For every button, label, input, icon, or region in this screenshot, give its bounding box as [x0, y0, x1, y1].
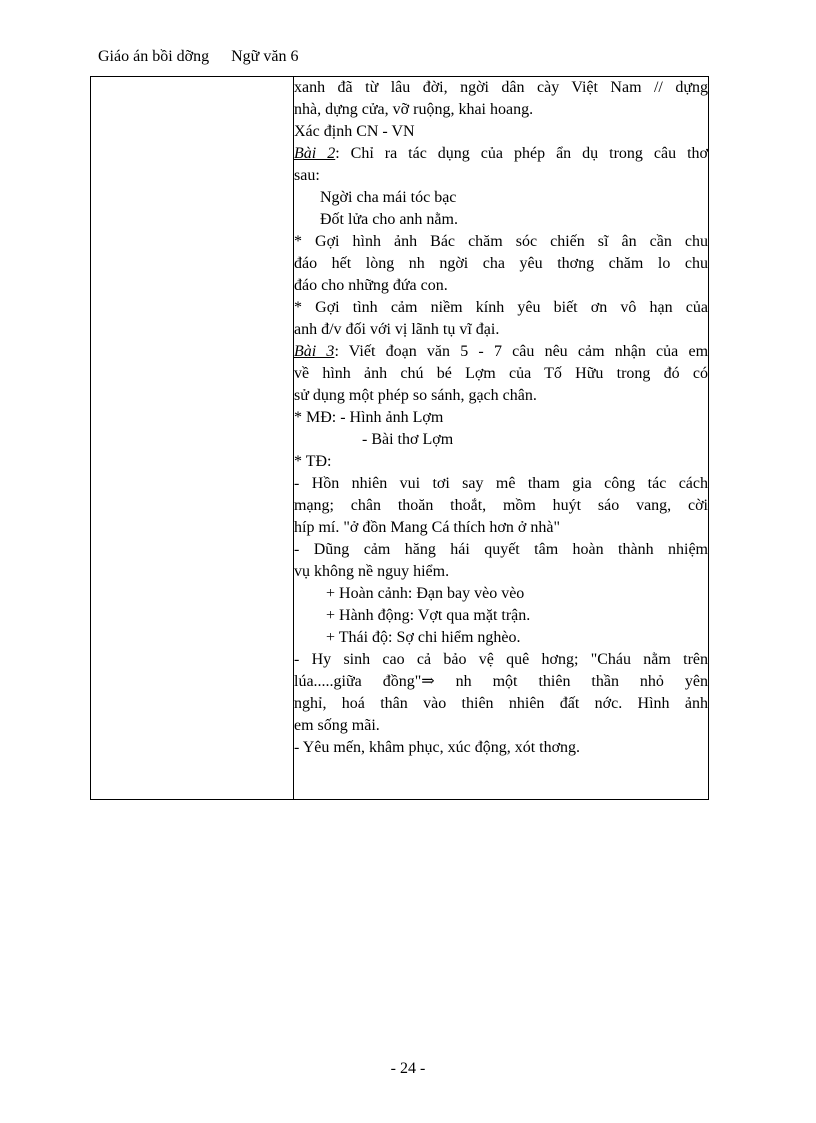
text-line: * TĐ:	[294, 453, 332, 470]
list-item: + Thái độ: Sợ chi hiểm nghèo.	[326, 629, 521, 646]
list-item: + Hoàn cảnh: Đạn bay vèo vèo	[326, 585, 525, 602]
exercise-2-prompt: : Chỉ ra tác dụng của phép ẩn dụ trong câu thơ	[335, 145, 709, 162]
text-line: lúa.....giữa đồng"⇒ nh một thiên thần nhỏ yên	[294, 673, 708, 690]
text-line: sau:	[294, 167, 320, 184]
content-cell	[294, 77, 709, 800]
text-line: vụ không nề nguy hiểm.	[294, 563, 450, 580]
text-line: nhà, dựng cửa, vỡ ruộng, khai hoang.	[294, 101, 534, 118]
text-line: - Bài thơ Lợm	[362, 431, 454, 448]
exercise-3-line	[294, 341, 708, 363]
text-line: * MĐ: - Hình ảnh Lợm	[294, 409, 444, 426]
text-line: đáo hết lòng nh ngời cha yêu thơng chăm lo chu	[294, 255, 708, 272]
text-line: - Hy sinh cao cả bảo vệ quê hơng; "Cháu nằm trên	[294, 651, 708, 668]
page-number: - 24 -	[390, 1060, 426, 1077]
exercise-2-label: Bài 2	[294, 145, 336, 162]
lesson-table	[90, 76, 709, 800]
text-line: anh đ/v đối với vị lãnh tụ vĩ đại.	[294, 321, 500, 338]
page-header	[98, 48, 320, 66]
text-line: nghỉ, hoá thân vào thiên nhiên đất nớc. Hình ảnh	[294, 695, 708, 712]
text-line: - Yêu mến, khâm phục, xúc động, xót thơng.	[294, 739, 581, 756]
text-line: mạng; chân thoăn thoắt, mồm huýt sáo vang, cời	[294, 497, 708, 514]
header-title: Giáo án bồi dỡng	[98, 48, 210, 65]
text-line: híp mí. "ở đồn Mang Cá thích hơn ở nhà"	[294, 519, 560, 536]
poem-line: Ngời cha mái tóc bạc	[320, 189, 457, 206]
text-line: * Gợi hình ảnh Bác chăm sóc chiến sĩ ân cần chu	[294, 233, 708, 250]
exercise-3-label: Bài 3	[294, 343, 335, 360]
text-line: em sống mãi.	[294, 717, 380, 734]
left-cell	[91, 77, 294, 800]
header-subject: Ngữ văn 6	[231, 48, 299, 65]
poem-line: Đốt lửa cho anh nằm.	[320, 211, 458, 228]
text-line: đáo cho những đứa con.	[294, 277, 448, 294]
text-line: Xác định CN - VN	[294, 123, 415, 140]
text-line: về hình ảnh chú bé Lợm của Tố Hữu trong đó có	[294, 365, 708, 382]
text-line: sử dụng một phép so sánh, gạch chân.	[294, 387, 537, 404]
text-line: xanh đã từ lâu đời, ngời dân cày Việt Nam // dựng	[294, 79, 708, 96]
list-item: + Hành động: Vợt qua mặt trận.	[326, 607, 531, 624]
exercise-2-line	[294, 143, 708, 165]
text-line: - Hồn nhiên vui tơi say mê tham gia công tác cách	[294, 475, 708, 492]
text-line: - Dũng cảm hăng hái quyết tâm hoàn thành nhiệm	[294, 541, 708, 558]
exercise-3-prompt: : Viết đoạn văn 5 - 7 câu nêu cảm nhận của em	[334, 343, 709, 360]
table-row	[91, 77, 709, 800]
text-line: * Gợi tình cảm niềm kính yêu biết ơn vô hạn của	[294, 299, 708, 316]
